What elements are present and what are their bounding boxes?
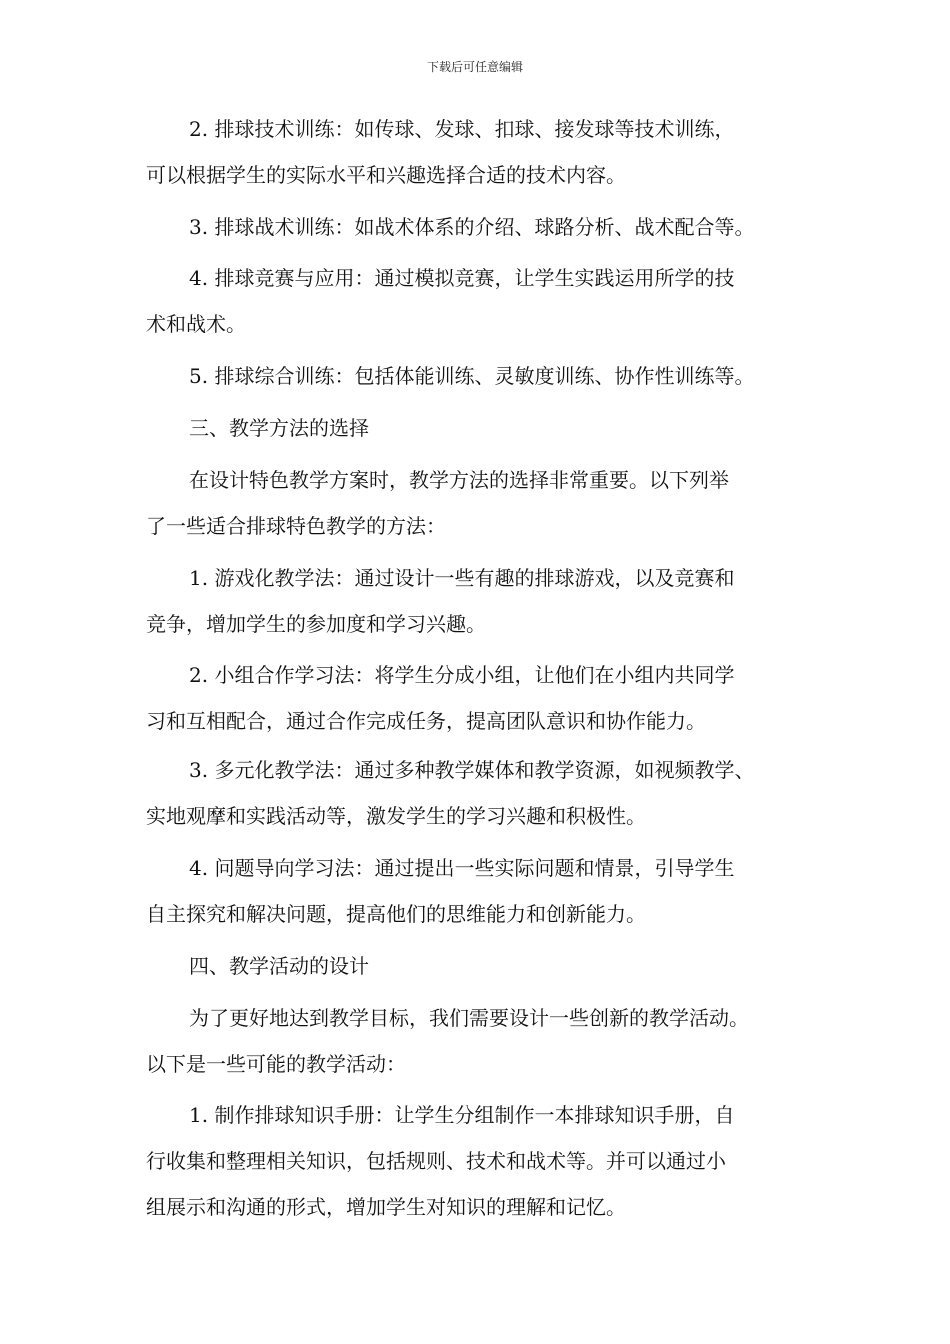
text-line: 可以根据学生的实际水平和兴趣选择合适的技术内容。 [146,163,626,187]
text-line: 组展示和沟通的形式，增加学生对知识的理解和记忆。 [146,1195,626,1219]
text-line: 自主探究和解决问题，提高他们的思维能力和创新能力。 [146,902,646,926]
text-line: 术和战术。 [146,312,246,336]
text-line: 4. 问题导向学习法：通过提出一些实际问题和情景，引导学生 [189,856,735,880]
text-line: 了一些适合排球特色教学的方法： [146,514,446,538]
text-line: 习和互相配合，通过合作完成任务，提高团队意识和协作能力。 [146,709,706,733]
section-heading: 四、教学活动的设计 [189,954,369,978]
text-line: 3. 多元化教学法：通过多种教学媒体和教学资源，如视频教学、 [189,758,755,782]
text-line: 在设计特色教学方案时，教学方法的选择非常重要。以下列举 [189,468,729,492]
text-line: 为了更好地达到教学目标，我们需要设计一些创新的教学活动。 [189,1006,749,1030]
text-line: 1. 制作排球知识手册：让学生分组制作一本排球知识手册，自 [189,1103,735,1127]
text-line: 1. 游戏化教学法：通过设计一些有趣的排球游戏，以及竞赛和 [189,566,735,590]
page-header: 下载后可任意编辑 [426,60,523,74]
section-heading: 三、教学方法的选择 [189,416,369,440]
text-line: 5. 排球综合训练：包括体能训练、灵敏度训练、协作性训练等。 [189,364,755,388]
text-line: 竞争，增加学生的参加度和学习兴趣。 [146,612,486,636]
text-line: 行收集和整理相关知识，包括规则、技术和战术等。并可以通过小 [146,1149,726,1173]
text-line: 以下是一些可能的教学活动： [146,1052,406,1076]
text-line: 2. 排球技术训练：如传球、发球、扣球、接发球等技术训练， [189,117,735,141]
text-line: 4. 排球竞赛与应用：通过模拟竞赛，让学生实践运用所学的技 [189,266,735,290]
text-line: 实地观摩和实践活动等，激发学生的学习兴趣和积极性。 [146,804,646,828]
text-line: 2. 小组合作学习法：将学生分成小组，让他们在小组内共同学 [189,663,735,687]
text-line: 3. 排球战术训练：如战术体系的介绍、球路分析、战术配合等。 [189,215,755,239]
